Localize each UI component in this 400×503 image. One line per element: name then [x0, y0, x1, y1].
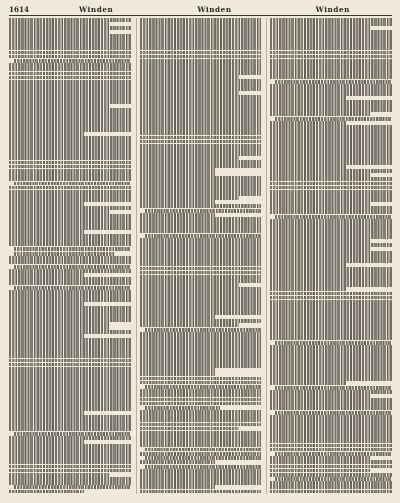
illegible-text-line [270, 465, 392, 469]
illegible-text-line [9, 190, 131, 194]
illegible-text-line [140, 431, 262, 435]
illegible-text-line [9, 72, 131, 76]
illegible-text-line [270, 473, 392, 477]
illegible-text-line [9, 469, 131, 473]
illegible-text-line [140, 131, 262, 135]
illegible-text-line [270, 84, 392, 88]
illegible-text-line [140, 262, 262, 266]
illegible-text-line [270, 460, 392, 464]
illegible-text-line [140, 59, 262, 63]
illegible-text-line [140, 229, 262, 233]
illegible-text-line [9, 490, 84, 494]
illegible-text-line [140, 267, 262, 271]
illegible-text-line [9, 173, 131, 177]
illegible-text-line [9, 169, 131, 173]
illegible-text-line [270, 112, 370, 116]
illegible-text-line [9, 481, 131, 485]
illegible-text-line [140, 435, 262, 439]
illegible-text-line [140, 372, 215, 376]
illegible-text-line [9, 177, 131, 181]
illegible-text-line [140, 275, 262, 279]
illegible-text-line [140, 381, 262, 385]
text-column-left [9, 18, 131, 494]
page-number: 1614 [9, 5, 30, 14]
illegible-text-line [9, 281, 131, 285]
illegible-text-line [140, 136, 262, 140]
illegible-text-line [270, 46, 392, 50]
illegible-text-line [140, 393, 262, 397]
illegible-text-line [270, 186, 392, 190]
illegible-text-line [275, 80, 392, 84]
illegible-text-line [270, 287, 345, 291]
illegible-text-line [270, 190, 392, 194]
text-columns [9, 18, 392, 494]
illegible-text-line [9, 465, 131, 469]
illegible-text-line [270, 406, 392, 410]
illegible-text-line [9, 80, 131, 84]
illegible-text-line [14, 485, 131, 489]
illegible-text-line [270, 55, 392, 59]
illegible-text-line [140, 427, 240, 431]
illegible-text-line [270, 485, 392, 489]
illegible-text-line [140, 279, 262, 283]
illegible-text-line [140, 323, 240, 327]
illegible-text-line [275, 215, 392, 219]
illegible-text-line [9, 460, 131, 464]
illegible-text-line [9, 55, 131, 59]
running-head [9, 5, 392, 16]
text-column-right [266, 18, 392, 494]
column-title-left: Winden [79, 5, 114, 14]
illegible-text-line [140, 443, 262, 447]
illegible-text-line [14, 182, 131, 186]
illegible-text-line [270, 439, 392, 443]
illegible-text-line [270, 469, 370, 473]
illegible-text-line [9, 156, 131, 160]
illegible-text-line [270, 182, 392, 186]
illegible-text-line [140, 402, 262, 406]
illegible-text-line [270, 177, 392, 181]
illegible-text-line [270, 59, 392, 63]
illegible-text-line [140, 377, 262, 381]
column-title-right: Winden [315, 5, 350, 14]
illegible-text-line [140, 148, 262, 152]
illegible-text-line [140, 398, 262, 402]
illegible-text-line [270, 300, 392, 304]
illegible-text-line [140, 140, 262, 144]
illegible-text-line [9, 46, 131, 50]
illegible-text-line [270, 336, 392, 340]
illegible-text-line [140, 144, 262, 148]
illegible-text-line [145, 448, 262, 452]
illegible-text-line [140, 51, 262, 55]
illegible-text-line [9, 367, 131, 371]
illegible-text-line [140, 271, 262, 275]
illegible-text-line [270, 490, 392, 494]
illegible-text-line [140, 46, 262, 50]
illegible-text-line [9, 427, 131, 431]
illegible-text-line [270, 75, 392, 79]
column-title-middle: Winden [197, 5, 232, 14]
illegible-text-line [270, 210, 392, 214]
illegible-text-line [9, 477, 131, 481]
illegible-text-line [9, 76, 131, 80]
illegible-text-line [9, 161, 131, 165]
illegible-text-line [140, 423, 262, 427]
illegible-text-line [140, 418, 262, 422]
text-column-middle [136, 18, 262, 494]
illegible-text-line [140, 452, 262, 456]
illegible-text-line [9, 165, 131, 169]
illegible-text-line [9, 242, 131, 246]
illegible-text-line [9, 51, 131, 55]
illegible-text-line [140, 55, 262, 59]
illegible-text-line [9, 186, 131, 190]
illegible-text-line [140, 63, 262, 67]
illegible-text-line [9, 473, 109, 477]
illegible-text-line [140, 490, 262, 494]
illegible-text-line [9, 363, 131, 367]
illegible-text-line [270, 444, 392, 448]
illegible-text-line [9, 84, 131, 88]
illegible-text-line [9, 354, 131, 358]
illegible-text-line [270, 51, 392, 55]
illegible-text-line [270, 304, 392, 308]
illegible-text-line [270, 63, 392, 67]
illegible-text-line [140, 204, 262, 208]
illegible-text-line [14, 247, 131, 251]
illegible-text-line [9, 371, 131, 375]
illegible-text-line [270, 448, 392, 452]
illegible-text-line [270, 381, 345, 385]
illegible-text-line [270, 296, 392, 300]
illegible-text-line [9, 67, 131, 71]
illegible-text-line [9, 359, 131, 363]
illegible-text-line [9, 194, 131, 198]
illegible-text-line [140, 485, 215, 489]
illegible-text-line [270, 194, 392, 198]
illegible-text-line [270, 292, 392, 296]
illegible-text-line [140, 460, 215, 464]
illegible-text-line [9, 260, 131, 264]
